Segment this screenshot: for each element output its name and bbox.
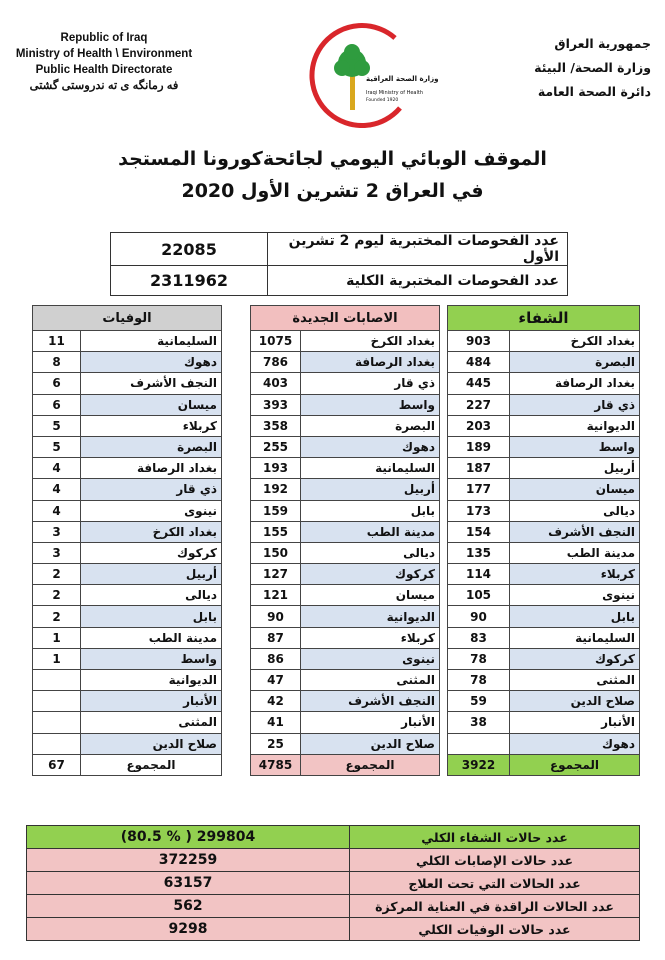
deaths-value: 5 [33,436,81,457]
recoveries-value: 484 [448,352,510,373]
header-left-line: فه رمانگه ى ته ندروستى گشتى [29,80,179,92]
summary-value: (80.5 % ) 299804 [27,826,350,849]
recoveries-province: أربيل [510,458,640,479]
header-left-block [4,30,204,94]
deaths-value: 4 [33,500,81,521]
recoveries-row [448,352,640,373]
recoveries-row [448,458,640,479]
logo-founded: Founded 1920 [366,98,399,103]
cases-value: 786 [251,352,301,373]
recoveries-province: البصرة [510,352,640,373]
recoveries-province: واسط [510,436,640,457]
recoveries-row [448,436,640,457]
header-right-line: دائرة الصحة العامة [537,84,651,99]
deaths-row [33,733,222,754]
recoveries-province: بابل [510,606,640,627]
recoveries-province: بغداد الكرخ [510,331,640,352]
deaths-row [33,627,222,648]
recoveries-total-value: 3922 [448,754,510,775]
cases-province: الديوانية [301,606,440,627]
cases-row [251,500,440,521]
cases-total-value: 4785 [251,754,301,775]
tests-label: عدد الفحوصات المختبرية ليوم 2 تشرين الأول [268,233,568,266]
cases-value: 90 [251,606,301,627]
tests-value: 2311962 [111,266,268,296]
recoveries-province: الأنبار [510,712,640,733]
tests-label: عدد الفحوصات المختبرية الكلية [268,266,568,296]
deaths-province: المثنى [81,712,222,733]
recoveries-province: النجف الأشرف [510,521,640,542]
deaths-row [33,436,222,457]
deaths-province: ميسان [81,394,222,415]
deaths-value: 3 [33,542,81,563]
deaths-value: 2 [33,564,81,585]
logo-text-en: Iraqi Ministry of Health [366,90,424,96]
deaths-row [33,542,222,563]
deaths-province: بغداد الكرخ [81,521,222,542]
cases-row [251,733,440,754]
deaths-row [33,670,222,691]
recoveries-value: 59 [448,691,510,712]
deaths-header-row [33,306,222,331]
recoveries-province: كربلاء [510,564,640,585]
summary-row [27,895,640,918]
tests-row [111,266,568,296]
recoveries-province: الديوانية [510,415,640,436]
cases-row [251,627,440,648]
header-left-line: Republic of Iraq [60,32,148,44]
recoveries-row [448,564,640,585]
cases-value: 393 [251,394,301,415]
recoveries-value: 903 [448,331,510,352]
cases-row [251,521,440,542]
cases-province: ديالى [301,542,440,563]
recoveries-row [448,585,640,606]
deaths-value: 11 [33,331,81,352]
deaths-header: الوفيات [33,306,222,331]
deaths-value: 1 [33,648,81,669]
recoveries-province: مدينة الطب [510,542,640,563]
deaths-value: 5 [33,415,81,436]
deaths-row [33,691,222,712]
recoveries-value: 114 [448,564,510,585]
recoveries-value: 78 [448,648,510,669]
cases-row [251,415,440,436]
deaths-value: 4 [33,458,81,479]
deaths-value: 6 [33,394,81,415]
cases-province: السليمانية [301,458,440,479]
recoveries-province: ذي قار [510,394,640,415]
deaths-row [33,331,222,352]
recoveries-total-row [448,754,640,775]
cases-value: 25 [251,733,301,754]
deaths-province: أربيل [81,564,222,585]
cases-province: دهوك [301,436,440,457]
recoveries-row [448,394,640,415]
cases-value: 403 [251,373,301,394]
cases-table [250,305,440,776]
cases-row [251,606,440,627]
recoveries-row [448,415,640,436]
recoveries-row [448,712,640,733]
deaths-province: مدينة الطب [81,627,222,648]
recoveries-province: بغداد الرصافة [510,373,640,394]
recoveries-province: كركوك [510,648,640,669]
deaths-province: بابل [81,606,222,627]
cases-value: 87 [251,627,301,648]
header-right-line: جمهورية العراق [554,36,651,51]
cases-row [251,373,440,394]
recoveries-province: صلاح الدين [510,691,640,712]
deaths-value: 4 [33,479,81,500]
ministry-logo [300,18,420,128]
deaths-province: ديالى [81,585,222,606]
cases-province: الأنبار [301,712,440,733]
recoveries-province: السليمانية [510,627,640,648]
page-subtitle: في العراق 2 تشرين الأول 2020 [181,180,484,202]
deaths-row [33,606,222,627]
deaths-total-row [33,754,222,775]
logo-text-ar: وزارة الصحة العراقية [366,75,439,83]
deaths-province: كربلاء [81,415,222,436]
deaths-row [33,521,222,542]
cases-province: البصرة [301,415,440,436]
recoveries-province: ديالى [510,500,640,521]
deaths-value [33,670,81,691]
deaths-table [32,305,222,776]
deaths-row [33,648,222,669]
summary-label: عدد الحالات الراقدة في العناية المركزة [350,895,640,918]
recoveries-province: ميسان [510,479,640,500]
cases-value: 193 [251,458,301,479]
summary-value: 63157 [27,872,350,895]
recoveries-value: 203 [448,415,510,436]
deaths-province: واسط [81,648,222,669]
summary-value: 562 [27,895,350,918]
recoveries-total-label: المجموع [510,754,640,775]
recoveries-row [448,648,640,669]
cases-province: المثنى [301,670,440,691]
cases-value: 192 [251,479,301,500]
deaths-value [33,733,81,754]
summary-label: عدد حالات الإصابات الكلي [350,849,640,872]
deaths-row [33,564,222,585]
recoveries-value: 177 [448,479,510,500]
recoveries-value [448,733,510,754]
cases-province: النجف الأشرف [301,691,440,712]
cases-row [251,352,440,373]
header-left-line: Ministry of Health \ Environment [15,48,193,60]
recoveries-value: 83 [448,627,510,648]
deaths-value: 6 [33,373,81,394]
palm-tree-icon [334,44,370,110]
recoveries-header: الشفاء [448,306,640,331]
cases-row [251,712,440,733]
recoveries-value: 187 [448,458,510,479]
cases-value: 159 [251,500,301,521]
summary-row [27,872,640,895]
recoveries-value: 189 [448,436,510,457]
deaths-total-label: المجموع [81,754,222,775]
deaths-row [33,500,222,521]
page-title: الموقف الوبائي اليومي لجائحةكورونا المستجد [118,148,547,170]
cases-province: أربيل [301,479,440,500]
header-left-line: Public Health Directorate [35,64,173,76]
cases-value: 255 [251,436,301,457]
recoveries-value: 105 [448,585,510,606]
deaths-value: 1 [33,627,81,648]
deaths-row [33,373,222,394]
cases-province: مدينة الطب [301,521,440,542]
cases-value: 127 [251,564,301,585]
deaths-province: كركوك [81,542,222,563]
recoveries-value: 78 [448,670,510,691]
summary-row [27,918,640,941]
cases-row [251,542,440,563]
recoveries-table [447,305,640,776]
cases-value: 1075 [251,331,301,352]
deaths-province: النجف الأشرف [81,373,222,394]
summary-label: عدد الحالات التي تحت العلاج [350,872,640,895]
deaths-row [33,479,222,500]
recoveries-row [448,606,640,627]
cases-province: ذي قار [301,373,440,394]
cases-header: الاصابات الجديدة [251,306,440,331]
recoveries-value: 173 [448,500,510,521]
recoveries-value: 154 [448,521,510,542]
recoveries-row [448,542,640,563]
cases-province: كركوك [301,564,440,585]
recoveries-row [448,691,640,712]
recoveries-row [448,500,640,521]
header-right-line: وزارة الصحة/ البيئة [534,60,651,75]
cases-total-row [251,754,440,775]
deaths-province: صلاح الدين [81,733,222,754]
deaths-row [33,394,222,415]
cases-value: 47 [251,670,301,691]
cases-value: 86 [251,648,301,669]
cases-total-label: المجموع [301,754,440,775]
recoveries-row [448,733,640,754]
cases-row [251,331,440,352]
cases-value: 121 [251,585,301,606]
cases-row [251,585,440,606]
recoveries-value: 90 [448,606,510,627]
deaths-value [33,712,81,733]
recoveries-header-row [448,306,640,331]
summary-label: عدد حالات الوفيات الكلي [350,918,640,941]
deaths-value: 8 [33,352,81,373]
cases-row [251,436,440,457]
cases-row [251,479,440,500]
deaths-province: الأنبار [81,691,222,712]
cases-row [251,648,440,669]
tests-value: 22085 [111,233,268,266]
cases-value: 41 [251,712,301,733]
recoveries-row [448,331,640,352]
recoveries-value: 445 [448,373,510,394]
deaths-row [33,458,222,479]
deaths-value: 3 [33,521,81,542]
cases-province: صلاح الدين [301,733,440,754]
cases-row [251,670,440,691]
cases-province: واسط [301,394,440,415]
cases-province: بغداد الكرخ [301,331,440,352]
deaths-row [33,352,222,373]
cases-province: بغداد الرصافة [301,352,440,373]
deaths-total-value: 67 [33,754,81,775]
deaths-value: 2 [33,585,81,606]
cases-row [251,691,440,712]
deaths-province: نينوى [81,500,222,521]
summary-label: عدد حالات الشفاء الكلي [350,826,640,849]
cases-value: 150 [251,542,301,563]
deaths-province: دهوك [81,352,222,373]
cases-province: ميسان [301,585,440,606]
summary-value: 372259 [27,849,350,872]
recoveries-province: المثنى [510,670,640,691]
recoveries-row [448,373,640,394]
deaths-province: ذي قار [81,479,222,500]
tests-row [111,233,568,266]
recoveries-value: 227 [448,394,510,415]
cases-province: نينوى [301,648,440,669]
deaths-value: 2 [33,606,81,627]
cases-header-row [251,306,440,331]
cases-row [251,394,440,415]
recoveries-row [448,670,640,691]
deaths-province: بغداد الرصافة [81,458,222,479]
deaths-province: البصرة [81,436,222,457]
recoveries-row [448,627,640,648]
recoveries-value: 38 [448,712,510,733]
cases-value: 358 [251,415,301,436]
header-right-block [501,32,651,104]
cases-province: كربلاء [301,627,440,648]
cases-value: 42 [251,691,301,712]
cases-value: 155 [251,521,301,542]
deaths-row [33,415,222,436]
recoveries-province: نينوى [510,585,640,606]
cases-province: بابل [301,500,440,521]
cases-row [251,564,440,585]
summary-table [26,825,640,941]
summary-row [27,849,640,872]
summary-value: 9298 [27,918,350,941]
recoveries-row [448,479,640,500]
recoveries-value: 135 [448,542,510,563]
recoveries-row [448,521,640,542]
deaths-row [33,712,222,733]
deaths-row [33,585,222,606]
deaths-value [33,691,81,712]
tests-table [110,232,568,296]
recoveries-province: دهوك [510,733,640,754]
deaths-province: الديوانية [81,670,222,691]
cases-row [251,458,440,479]
summary-row [27,826,640,849]
deaths-province: السليمانية [81,331,222,352]
